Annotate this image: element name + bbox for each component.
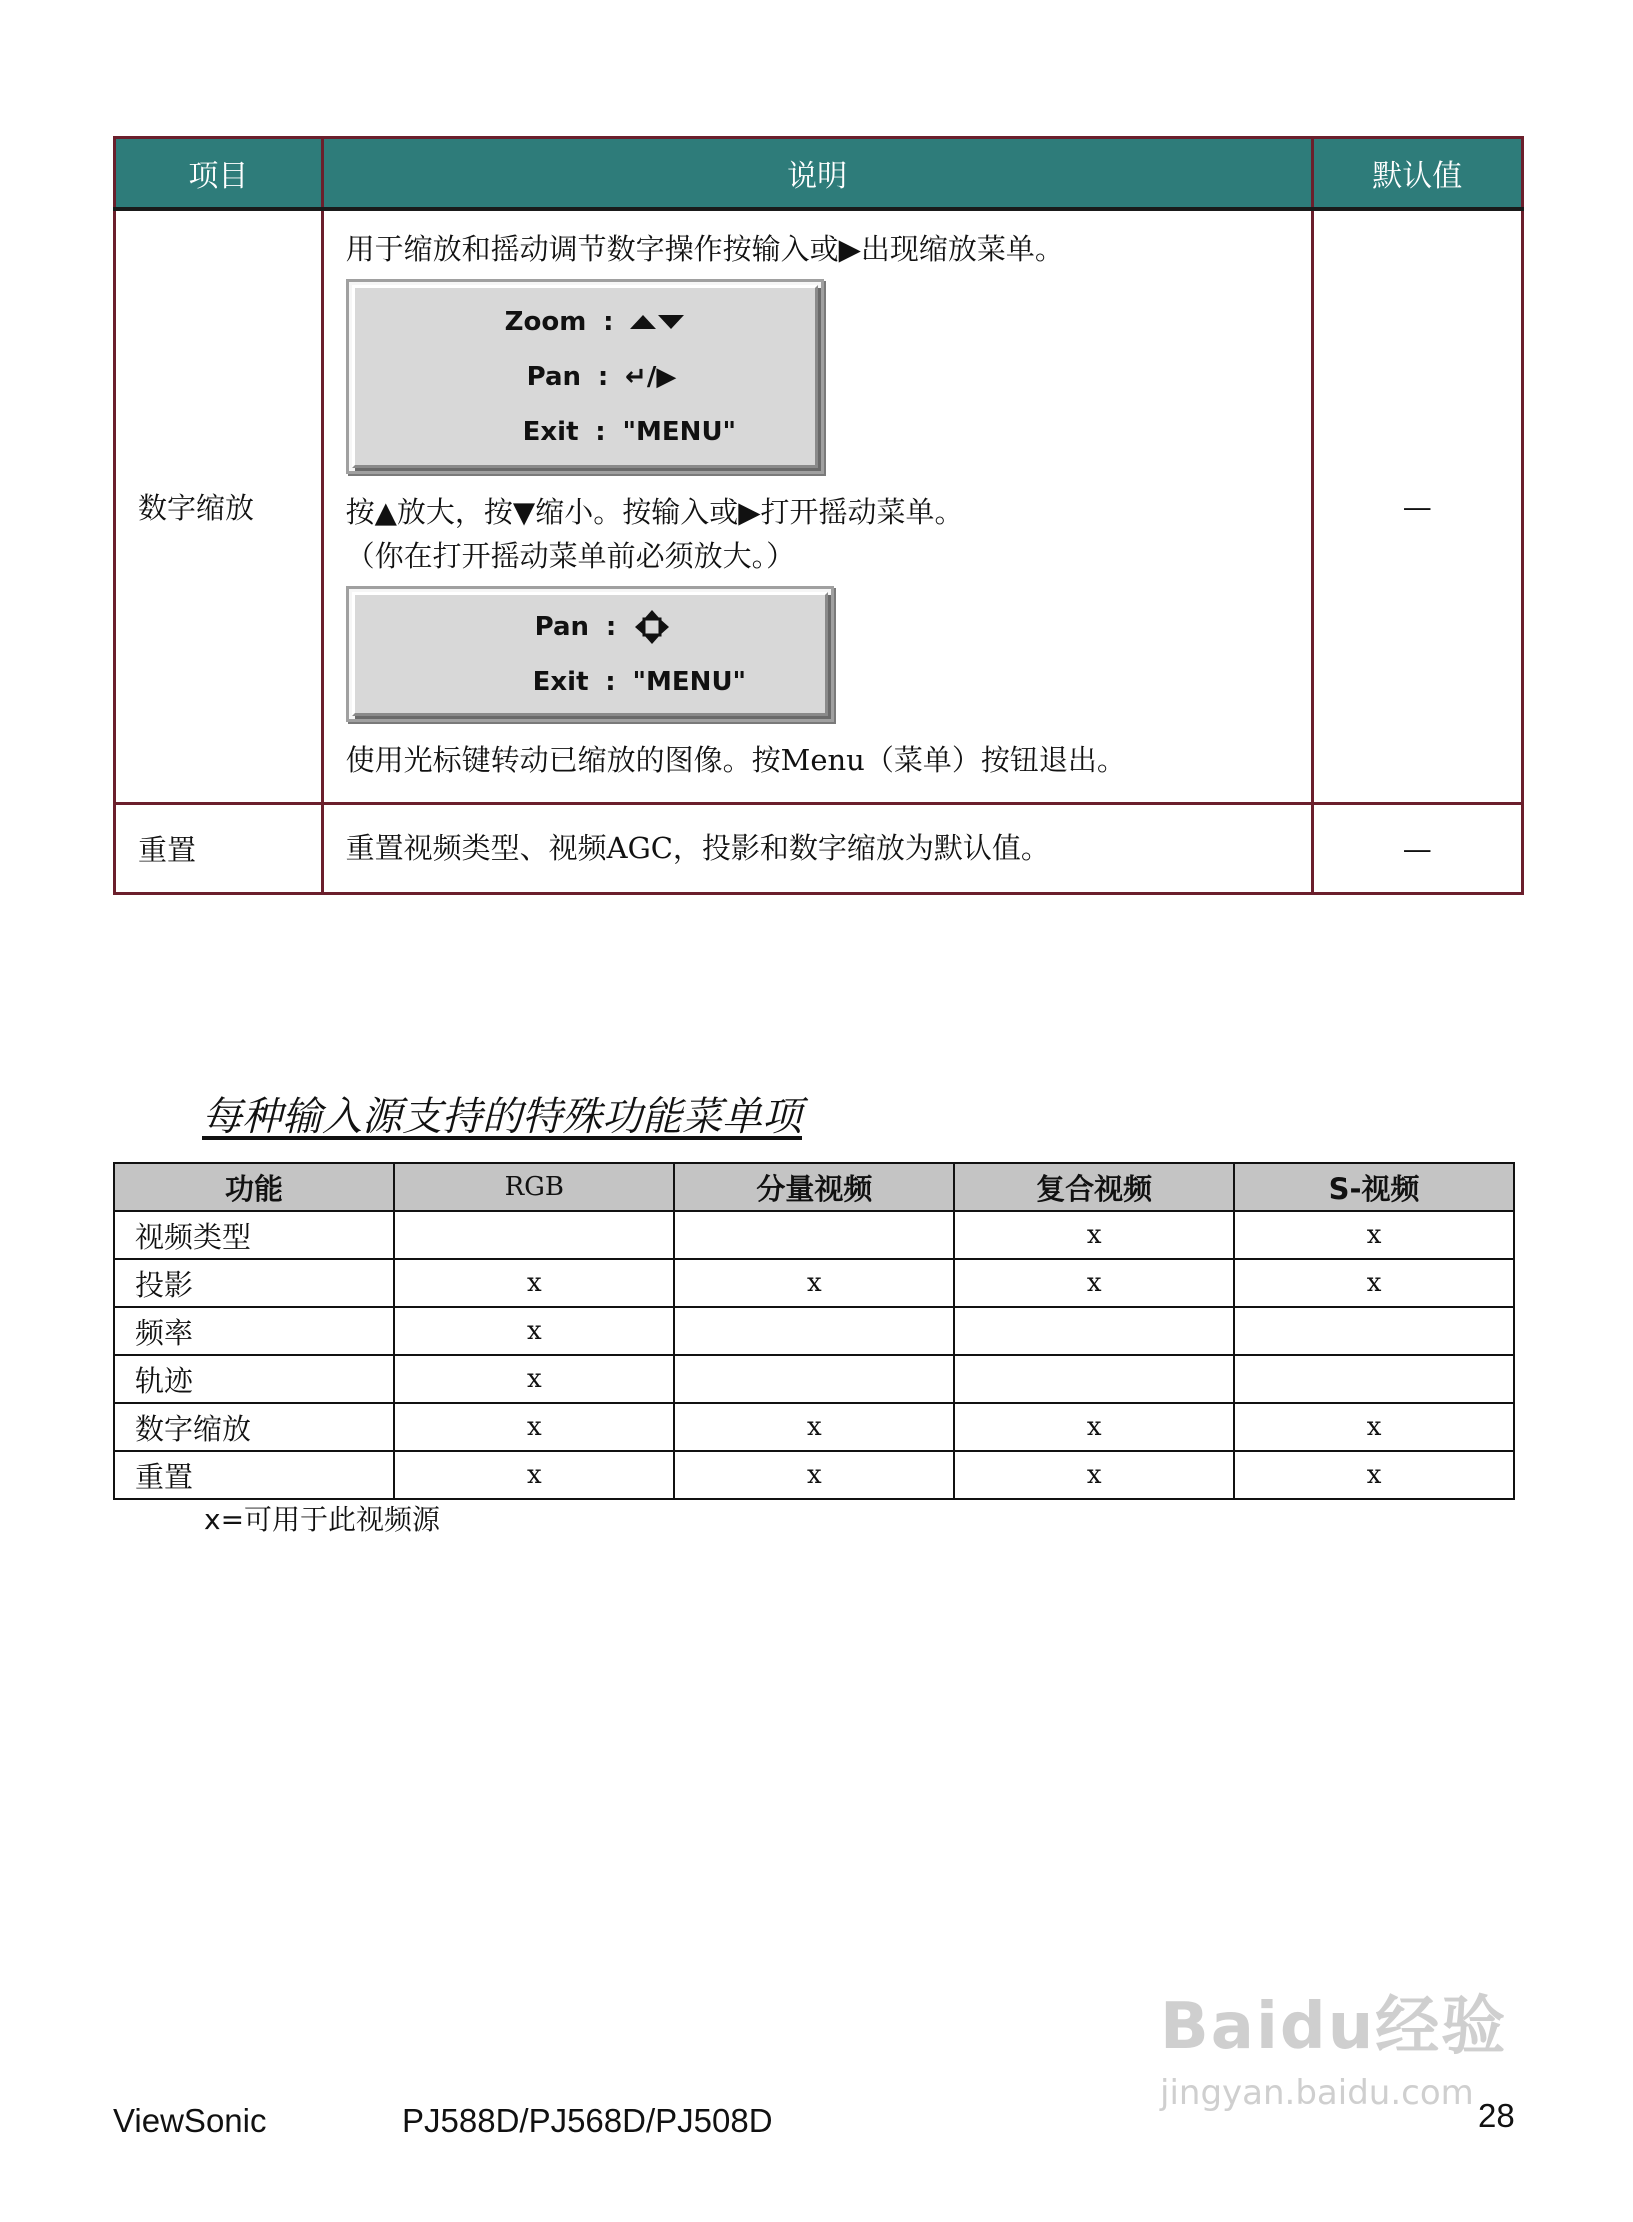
item-digital-zoom: 数字缩放 (115, 209, 323, 804)
header-default: 默认值 (1312, 138, 1522, 210)
osd-pan-label: Pan (526, 361, 582, 392)
default-reset: — (1312, 804, 1522, 894)
osd-exit-value: "MENU" (622, 416, 737, 447)
desc-line: 按▲放大，按▼缩小。按输入或▶打开摇动菜单。 (345, 495, 964, 529)
page-number: 28 (1478, 2097, 1515, 2134)
header-description: 说明 (322, 138, 1312, 210)
osd-colon: : (603, 306, 614, 337)
osd-pan-label: Pan (534, 611, 590, 642)
matrix-cell: x (394, 1451, 674, 1499)
matrix-header-composite: 复合视频 (954, 1163, 1234, 1211)
four-way-arrow-icon (633, 608, 671, 646)
matrix-cell: x (954, 1211, 1234, 1259)
matrix-feature-cell: 视频类型 (114, 1211, 394, 1259)
matrix-feature-cell: 频率 (114, 1307, 394, 1355)
matrix-cell (674, 1307, 954, 1355)
section-title: 每种输入源支持的特殊功能菜单项 (202, 1094, 802, 1140)
feature-matrix-table (113, 1162, 1515, 1500)
desc-digital-zoom (322, 209, 1312, 804)
matrix-cell: x (954, 1451, 1234, 1499)
row-digital-zoom (115, 209, 1523, 804)
table-row (114, 1403, 1514, 1451)
default-digital-zoom: — (1312, 209, 1522, 804)
matrix-cell (394, 1211, 674, 1259)
matrix-cell: x (394, 1307, 674, 1355)
row-reset (115, 804, 1523, 894)
zoom-osd-panel (346, 279, 824, 474)
settings-table (113, 136, 1524, 895)
matrix-cell: x (1234, 1259, 1514, 1307)
matrix-cell: x (674, 1403, 954, 1451)
desc-line: 用于缩放和摇动调节数字操作按输入或▶出现缩放菜单。 (345, 232, 1064, 266)
matrix-cell (674, 1355, 954, 1403)
table-row (114, 1451, 1514, 1499)
osd-exit-label: Exit (522, 416, 579, 447)
desc-line: 使用光标键转动已缩放的图像。按Menu（菜单）按钮退出。 (345, 743, 1126, 777)
table-row (114, 1355, 1514, 1403)
matrix-cell: x (954, 1259, 1234, 1307)
matrix-cell: x (1234, 1403, 1514, 1451)
footer-brand: ViewSonic (113, 2102, 267, 2139)
watermark-logo (1160, 1975, 1520, 2145)
watermark-main: Baidu经验 (1160, 1990, 1508, 2064)
matrix-header-svideo: S-视频 (1234, 1163, 1514, 1211)
matrix-feature-cell: 重置 (114, 1451, 394, 1499)
table-row (114, 1259, 1514, 1307)
matrix-feature-cell: 投影 (114, 1259, 394, 1307)
desc-line: （你在打开摇动菜单前必须放大。） (345, 539, 796, 573)
matrix-cell (954, 1355, 1234, 1403)
matrix-cell: x (394, 1355, 674, 1403)
osd-colon: : (605, 611, 617, 642)
osd-exit-label: Exit (532, 666, 589, 697)
matrix-feature-cell: 数字缩放 (114, 1403, 394, 1451)
matrix-cell (954, 1307, 1234, 1355)
matrix-cell: x (394, 1403, 674, 1451)
pan-osd-panel (346, 586, 834, 722)
footer-model: PJ588D/PJ568D/PJ508D (402, 2102, 773, 2139)
desc-reset: 重置视频类型、视频AGC，投影和数字缩放为默认值。 (322, 804, 1312, 894)
table-row (114, 1307, 1514, 1355)
item-reset: 重置 (115, 804, 323, 894)
osd-exit-value: "MENU" (632, 666, 747, 697)
osd-colon: : (605, 666, 616, 697)
matrix-header-rgb: RGB (394, 1163, 674, 1211)
matrix-cell (1234, 1307, 1514, 1355)
matrix-header-row (114, 1163, 1514, 1211)
matrix-legend-note: x=可用于此视频源 (204, 1503, 441, 1536)
matrix-cell (1234, 1355, 1514, 1403)
matrix-cell: x (674, 1451, 954, 1499)
matrix-cell: x (1234, 1451, 1514, 1499)
osd-colon: : (595, 416, 606, 447)
triangle-down-icon (658, 315, 684, 329)
settings-header-row (115, 138, 1523, 210)
osd-colon: : (597, 361, 609, 392)
matrix-feature-cell: 轨迹 (114, 1355, 394, 1403)
osd-zoom-label: Zoom (504, 306, 587, 337)
watermark-sub: jingyan.baidu.com (1160, 2073, 1474, 2113)
matrix-header-component: 分量视频 (674, 1163, 954, 1211)
matrix-cell: x (674, 1259, 954, 1307)
matrix-cell (674, 1211, 954, 1259)
triangle-up-icon (630, 315, 656, 329)
matrix-cell: x (954, 1403, 1234, 1451)
matrix-cell: x (394, 1259, 674, 1307)
table-row (114, 1211, 1514, 1259)
header-item: 项目 (115, 138, 323, 210)
matrix-header-feature: 功能 (114, 1163, 394, 1211)
zoom-arrows (630, 315, 684, 329)
matrix-cell: x (1234, 1211, 1514, 1259)
enter-right-icon: ↵/▶ (625, 361, 677, 392)
